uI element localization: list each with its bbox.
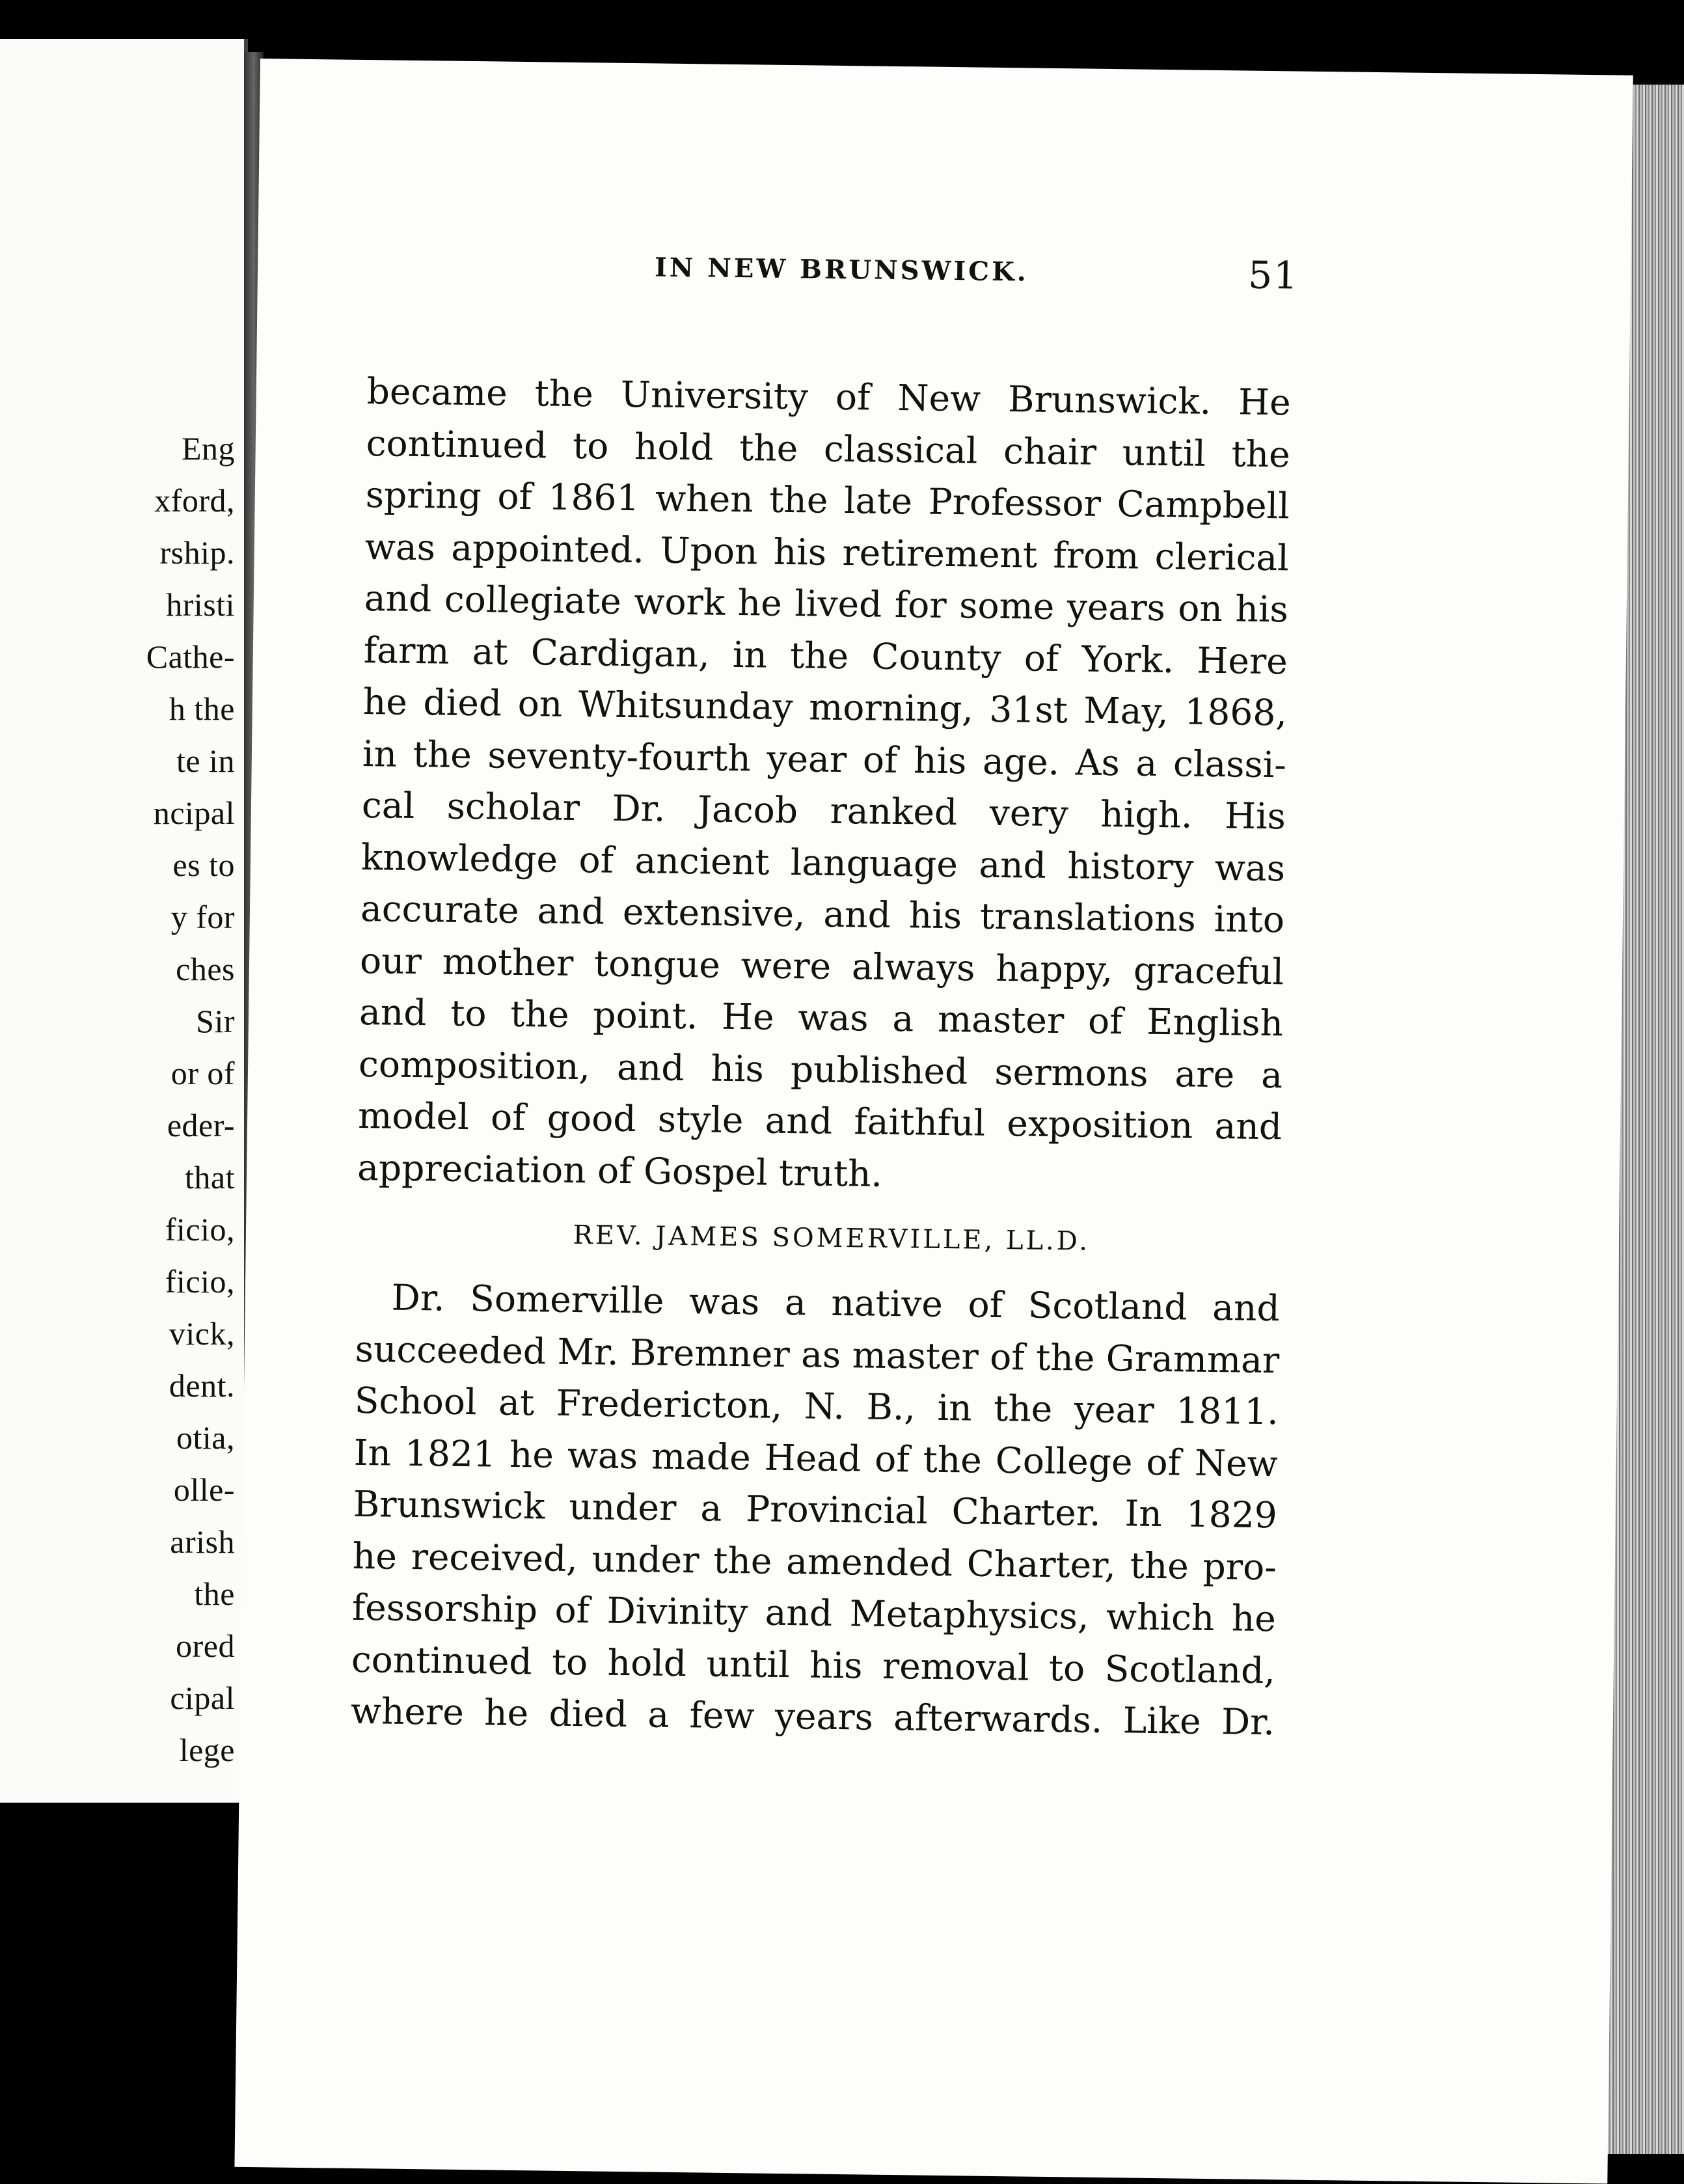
text-line: model of good style and faithful exposition and — [357, 1094, 1283, 1148]
left-fragment: ficio, — [165, 1211, 235, 1248]
left-fragment: arish — [170, 1523, 235, 1560]
facing-page-left — [0, 39, 248, 1803]
page-body — [350, 366, 1291, 1749]
text-line: fessorship of Divinity and Metaphysics, which he — [351, 1586, 1277, 1640]
left-fragment: Sir — [196, 1003, 235, 1039]
text-line: cal scholar Dr. Jacob ranked very high. His — [361, 784, 1286, 838]
left-fragment: xford, — [154, 482, 235, 519]
text-line: Brunswick under a Provincial Charter. In 1829 — [353, 1482, 1278, 1536]
left-fragment: dent. — [169, 1367, 235, 1404]
text-line: In 1821 he was made Head of the College of New — [353, 1431, 1279, 1484]
left-fragment: es to — [172, 847, 235, 883]
left-fragment: ored — [176, 1628, 235, 1664]
section-heading: REV. JAMES SOMERVILLE, LL.D. — [573, 1220, 1091, 1257]
left-fragment: ncipal — [153, 795, 235, 831]
left-fragment: ches — [176, 951, 235, 987]
text-line: Dr. Somerville was a native of Scotland and — [391, 1276, 1281, 1330]
text-line: he died on Whitsunday morning, 31st May, 1868, — [362, 681, 1288, 734]
left-fragment: olle- — [173, 1471, 235, 1508]
running-head — [375, 249, 1299, 298]
text-line: became the University of New Brunswick. He — [366, 370, 1292, 424]
running-head-title: IN NEW BRUNSWICK. — [654, 252, 1029, 288]
page-number: 51 — [1247, 253, 1299, 298]
left-fragment: eder- — [167, 1107, 235, 1143]
text-line: composition, and his published sermons are a — [358, 1043, 1283, 1096]
left-fragment: y for — [170, 899, 235, 935]
text-line: in the seventy-fourth year of his age. As a classi- — [362, 732, 1287, 785]
text-line: was appointed. Upon his retirement from clerical — [364, 525, 1290, 579]
left-fragment: or of — [170, 1055, 235, 1091]
book-page — [234, 59, 1633, 2184]
left-fragment: cipal — [170, 1680, 235, 1716]
left-fragment: vick, — [169, 1315, 235, 1352]
left-fragment: rship. — [159, 534, 235, 571]
left-fragment: h the — [169, 690, 235, 727]
left-fragment: Eng — [181, 430, 235, 467]
left-fragment: hristi — [166, 586, 235, 623]
text-line: our mother tongue were always happy, graceful — [359, 939, 1284, 992]
text-line: where he died a few years afterwards. Like Dr. — [350, 1689, 1275, 1743]
text-line: and collegiate work he lived for some years on his — [364, 577, 1289, 631]
left-fragment: te in — [176, 743, 235, 779]
text-line: continued to hold the classical chair until the — [366, 422, 1291, 475]
text-line: knowledge of ancient language and history was — [360, 836, 1286, 889]
left-fragment: the — [194, 1576, 235, 1612]
text-line: succeeded Mr. Bremner as master of the Grammar — [355, 1328, 1280, 1381]
text-line: School at Fredericton, N. B., in the year 1811. — [354, 1379, 1279, 1433]
left-fragment: ficio, — [165, 1263, 235, 1300]
text-line: he received, under the amended Charter, the pro- — [352, 1535, 1277, 1588]
text-line: and to the point. He was a master of English — [359, 990, 1284, 1044]
text-line: appreciation of Gospel truth. — [357, 1146, 883, 1195]
text-line: continued to hold until his removal to Scotland, — [351, 1638, 1276, 1691]
left-fragment: otia, — [176, 1419, 235, 1456]
left-fragment: that — [185, 1159, 235, 1195]
left-fragment: Cathe- — [146, 638, 235, 675]
text-line: accurate and extensive, and his translations into — [360, 887, 1285, 941]
text-line: spring of 1861 when the late Professor Campbell — [365, 474, 1290, 527]
left-fragment: lege — [179, 1732, 235, 1768]
text-line: farm at Cardigan, in the County of York. Here — [363, 629, 1288, 682]
